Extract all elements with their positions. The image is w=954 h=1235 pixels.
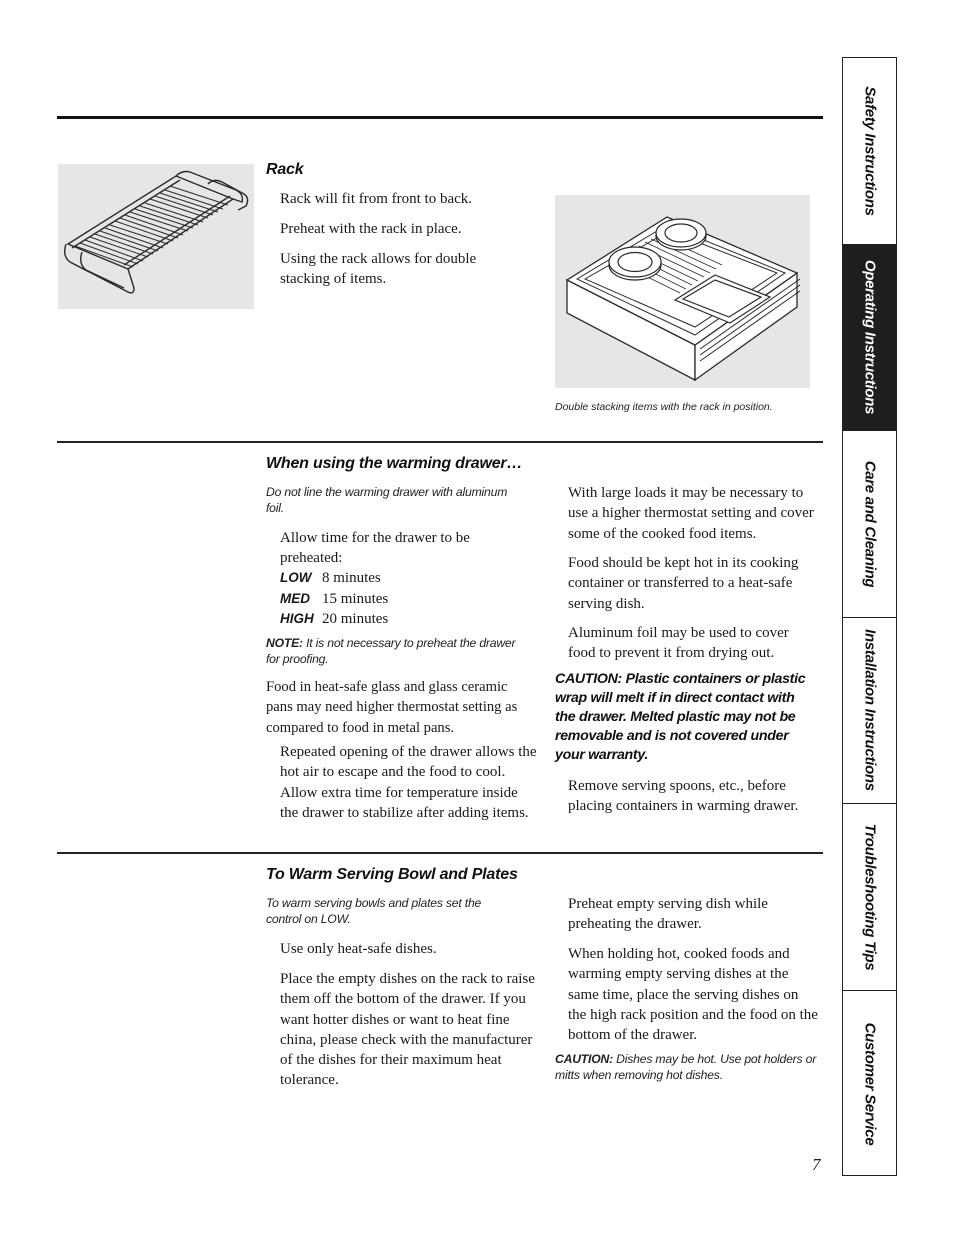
- section-sidebar: [842, 57, 897, 1176]
- plates-low-note: To warm serving bowls and plates set the control on LOW.: [266, 896, 482, 926]
- section-divider-2: [57, 852, 823, 854]
- preheat-time-high: [280, 609, 388, 629]
- holding-hot-paragraph: When holding hot, cooked foods and warming empty serving dishes at the same time, place the serving dishes on the high rack position and the food on the bottom of the drawer.: [568, 946, 818, 1044]
- drawer-caption: Double stacking items with the rack in position.: [555, 401, 773, 413]
- warming-heading: When using the warming drawer…: [266, 455, 523, 472]
- tab-label: Installation Instructions: [861, 629, 878, 792]
- tab-label: Operating Instructions: [861, 260, 878, 415]
- page-number: 7: [812, 1155, 821, 1174]
- tab-care-and-cleaning[interactable]: [843, 431, 896, 618]
- place-dishes-paragraph: Place the empty dishes on the rack to raise them off the bottom of the drawer. If you want hotter dishes or want to heat fine china, please check with the manufacturer of the dishes for their maximum heat tolerance.: [280, 971, 535, 1089]
- plastic-caution: CAUTION: Plastic containers or plastic wrap will melt if in direct contact with the drawer. Melted plastic may not be removable and is not covered under your warranty.: [555, 671, 806, 763]
- rack-paragraph-3: Using the rack allows for double stacking of items.: [280, 251, 477, 288]
- tab-label: Customer Service: [861, 1022, 878, 1146]
- rack-illustration: [58, 164, 254, 309]
- tab-troubleshooting-tips[interactable]: [843, 804, 896, 991]
- rack-paragraph-2: Preheat with the rack in place.: [280, 221, 462, 237]
- section-divider-1: [57, 441, 823, 443]
- warming-foil-note: Do not line the warming drawer with aluminum foil.: [266, 485, 508, 515]
- rack-heading: Rack: [266, 161, 304, 178]
- hot-dishes-caution: [555, 1052, 817, 1083]
- tab-operating-instructions[interactable]: [843, 245, 896, 432]
- caution-label: CAUTION:: [555, 1052, 613, 1066]
- heat-safe-paragraph: Use only heat-safe dishes.: [280, 941, 437, 957]
- drawer-illustration: [555, 195, 810, 388]
- tab-safety-instructions[interactable]: [843, 58, 896, 245]
- time-label: MED: [280, 591, 310, 606]
- time-value: 15 minutes: [322, 591, 389, 607]
- preheat-dish-paragraph: Preheat empty serving dish while preheating the drawer.: [568, 896, 768, 933]
- tab-installation-instructions[interactable]: [843, 618, 896, 805]
- repeated-opening-paragraph: Repeated opening of the drawer allows the hot air to escape and the food to cool. Allow extra time for temperature inside the drawer to stabilize after adding items.: [280, 744, 537, 821]
- proofing-note: [266, 636, 531, 667]
- time-label: HIGH: [280, 611, 314, 626]
- time-value: 8 minutes: [322, 570, 381, 586]
- tab-label: Safety Instructions: [861, 86, 878, 216]
- preheat-time-low: [280, 568, 381, 588]
- aluminum-foil-paragraph: Aluminum foil may be used to cover food to prevent it from drying out.: [568, 625, 789, 662]
- note-text: It is not necessary to preheat the drawer for proofing.: [266, 636, 516, 666]
- time-label: LOW: [280, 570, 312, 585]
- preheat-time-med: [280, 589, 388, 609]
- plates-heading: To Warm Serving Bowl and Plates: [266, 866, 518, 883]
- caution-text: Dishes may be hot. Use pot holders or mitts when removing hot dishes.: [555, 1052, 817, 1082]
- tab-customer-service[interactable]: [843, 991, 896, 1178]
- rack-paragraph-1: Rack will fit from front to back.: [280, 191, 473, 207]
- tab-label: Care and Cleaning: [861, 460, 878, 588]
- note-label: NOTE:: [266, 636, 303, 650]
- food-hot-paragraph: Food should be kept hot in its cooking container or transferred to a heat-safe serving dish.: [568, 555, 799, 612]
- preheat-intro: Allow time for the drawer to be preheated:: [280, 530, 470, 567]
- large-loads-paragraph: With large loads it may be necessary to use a higher thermostat setting and cover some of the cooked food items.: [568, 485, 814, 542]
- wire-rack-drawing: [58, 164, 254, 309]
- time-value: 20 minutes: [322, 611, 389, 627]
- glass-pans-paragraph: Food in heat-safe glass and glass ceramic pans may need higher thermostat setting as compared to food in metal pans.: [266, 679, 518, 736]
- remove-spoons-paragraph: Remove serving spoons, etc., before placing containers in warming drawer.: [568, 778, 799, 815]
- drawer-with-plates-drawing: [555, 195, 810, 388]
- top-rule: [57, 116, 823, 119]
- tab-label: Troubleshooting Tips: [861, 823, 878, 971]
